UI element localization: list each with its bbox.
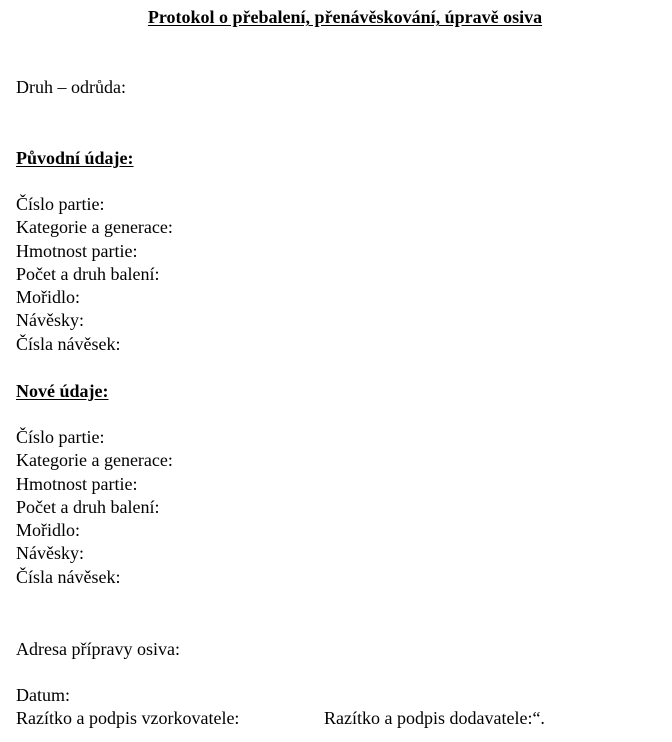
sampler-signature-label: Razítko a podpis vzorkovatele: bbox=[16, 708, 240, 728]
new-package-count-type-label: Počet a druh balení: bbox=[16, 496, 160, 517]
supplier-signature-label: Razítko a podpis dodavatele:“. bbox=[324, 708, 545, 728]
original-category-generation-label: Kategorie a generace: bbox=[16, 217, 173, 238]
new-seed-dressing-label: Mořidlo: bbox=[16, 520, 81, 541]
new-data-heading: Nové údaje: bbox=[16, 381, 109, 401]
new-category-generation-label: Kategorie a generace: bbox=[16, 450, 173, 471]
date-label: Datum: bbox=[16, 685, 70, 705]
new-data-fields bbox=[16, 426, 173, 589]
species-variety-label: Druh – odrůda: bbox=[16, 77, 126, 97]
original-data-heading: Původní údaje: bbox=[16, 148, 134, 168]
original-package-count-type-label: Počet a druh balení: bbox=[16, 263, 160, 284]
original-seed-dressing-label: Mořidlo: bbox=[16, 287, 81, 308]
new-lot-weight-label: Hmotnost partie: bbox=[16, 473, 138, 494]
new-label-numbers-label: Čísla návěsek: bbox=[16, 566, 121, 587]
original-label-numbers-label: Čísla návěsek: bbox=[16, 333, 121, 354]
original-lot-weight-label: Hmotnost partie: bbox=[16, 240, 138, 261]
original-labels-label: Návěsky: bbox=[16, 310, 84, 331]
new-labels-label: Návěsky: bbox=[16, 543, 84, 564]
new-lot-number-label: Číslo partie: bbox=[16, 427, 105, 447]
original-lot-number-label: Číslo partie: bbox=[16, 194, 105, 214]
seed-preparation-address-label: Adresa přípravy osiva: bbox=[16, 639, 180, 659]
original-data-fields bbox=[16, 193, 173, 356]
document-title: Protokol o přebalení, přenávěskování, úpravě osiva bbox=[147, 7, 543, 27]
